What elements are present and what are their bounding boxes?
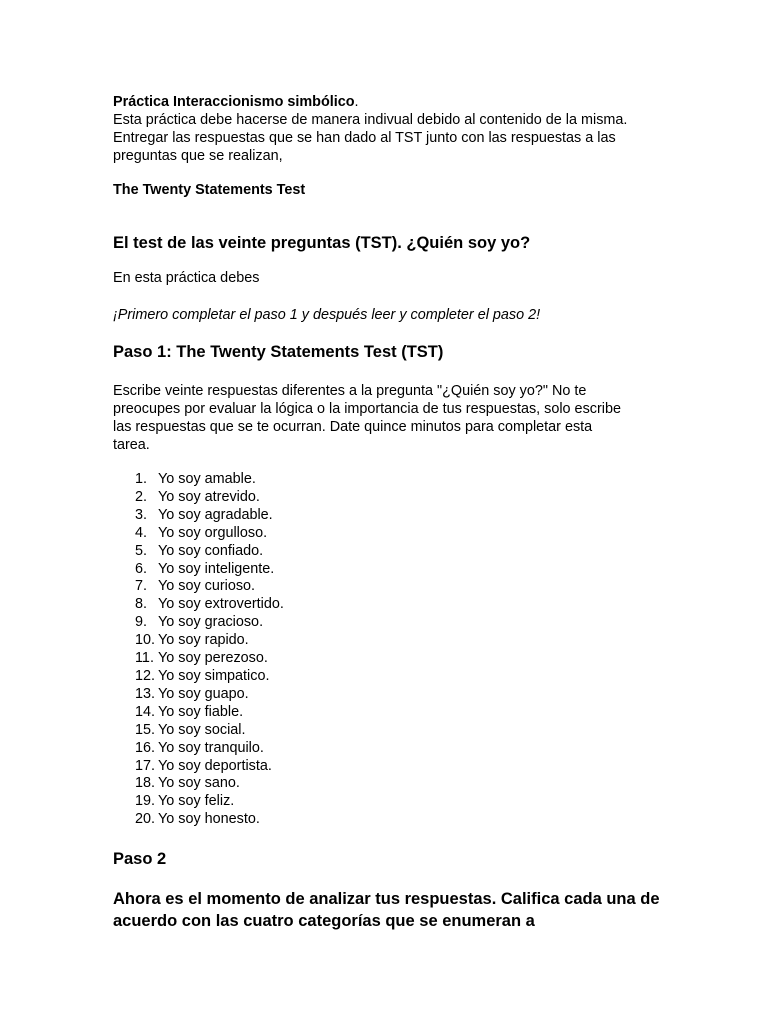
item-text: Yo soy perezoso. — [158, 650, 268, 667]
item-number: 3. — [135, 506, 148, 523]
tst-title: The Twenty Statements Test — [113, 182, 306, 198]
item-number: 6. — [135, 560, 148, 577]
list-item — [113, 704, 673, 722]
item-text: Yo soy social. — [158, 721, 246, 738]
practice-title-period: . — [354, 94, 359, 110]
item-text: Yo soy honesto. — [158, 811, 260, 828]
list-item — [113, 668, 673, 686]
question-heading: El test de las veinte preguntas (TST). ¿Quién soy yo? — [113, 234, 531, 252]
item-number: 5. — [135, 542, 148, 559]
item-text: Yo soy atrevido. — [158, 488, 260, 505]
item-text: Yo soy sano. — [158, 775, 240, 792]
item-number: 18. — [135, 775, 156, 792]
intro-line-1: Esta práctica debe hacerse de manera indivual debido al contenido de la misma. — [113, 112, 628, 128]
item-text: Yo soy rapido. — [158, 632, 249, 649]
item-number: 9. — [135, 614, 148, 631]
list-item — [113, 722, 673, 740]
list-item — [113, 596, 673, 614]
item-number: 8. — [135, 596, 148, 613]
paso1-heading: Paso 1: The Twenty Statements Test (TST) — [113, 343, 444, 361]
document-page — [113, 93, 673, 932]
practice-title: Práctica Interaccionismo simbólico — [113, 94, 355, 110]
item-text: Yo soy guapo. — [158, 685, 249, 702]
list-item — [113, 543, 673, 561]
paso2-text: Ahora es el momento de analizar tus respuestas. Califica cada una de acuerdo con las cuatro categorías que se enumeran a — [113, 890, 660, 931]
item-number: 14. — [135, 703, 156, 720]
item-number: 13. — [135, 685, 156, 702]
item-number: 2. — [135, 488, 148, 505]
list-item — [113, 632, 673, 650]
item-text: Yo soy deportista. — [158, 757, 272, 774]
list-item — [113, 775, 673, 793]
list-item — [113, 793, 673, 811]
item-text: Yo soy gracioso. — [158, 614, 264, 631]
list-item — [113, 686, 673, 704]
item-text: Yo soy fiable. — [158, 703, 244, 720]
intro-line-2: Entregar las respuestas que se han dado al TST junto con las respuestas a las — [113, 130, 616, 146]
list-item — [113, 525, 673, 543]
answers-list — [113, 471, 673, 829]
list-item — [113, 578, 673, 596]
item-number: 1. — [135, 471, 148, 487]
item-number: 20. — [135, 811, 156, 828]
paso1-instructions — [113, 382, 673, 454]
list-item — [113, 507, 673, 525]
list-item — [113, 758, 673, 776]
intro-title-line — [113, 93, 673, 111]
list-item — [113, 471, 673, 489]
item-text: Yo soy extrovertido. — [158, 596, 284, 613]
primero-instruction: ¡Primero completar el paso 1 y después leer y completer el paso 2! — [113, 307, 541, 323]
paso2-heading: Paso 2 — [113, 850, 167, 869]
item-text: Yo soy inteligente. — [158, 560, 275, 577]
list-item — [113, 650, 673, 668]
paso1-line-2: preocupes por evaluar la lógica o la importancia de tus respuestas, solo escribe — [113, 401, 621, 417]
paso1-line-4: tarea. — [113, 437, 150, 453]
paso1-line-1: Escribe veinte respuestas diferentes a la pregunta "¿Quién soy yo?" No te — [113, 383, 587, 399]
item-number: 7. — [135, 578, 148, 595]
item-number: 19. — [135, 793, 156, 810]
item-number: 17. — [135, 757, 156, 774]
item-text: Yo soy simpatico. — [158, 667, 270, 684]
item-number: 15. — [135, 721, 156, 738]
item-text: Yo soy confiado. — [158, 542, 264, 559]
list-item — [113, 489, 673, 507]
item-number: 16. — [135, 739, 156, 756]
item-text: Yo soy orgulloso. — [158, 524, 268, 541]
item-number: 10. — [135, 632, 156, 649]
item-number: 11. — [135, 650, 154, 667]
item-text: Yo soy agradable. — [158, 506, 273, 523]
item-text: Yo soy tranquilo. — [158, 739, 264, 756]
item-text: Yo soy curioso. — [158, 578, 256, 595]
list-item — [113, 614, 673, 632]
esta-practica-text: En esta práctica debes — [113, 270, 260, 286]
item-number: 4. — [135, 524, 148, 541]
item-text: Yo soy feliz. — [158, 793, 235, 810]
paso1-line-3: las respuestas que se te ocurran. Date quince minutos para completar esta — [113, 419, 593, 435]
list-item — [113, 740, 673, 758]
list-item — [113, 811, 673, 829]
intro-line-3: preguntas que se realizan, — [113, 148, 283, 164]
item-text: Yo soy amable. — [158, 471, 256, 487]
item-number: 12. — [135, 667, 156, 684]
list-item — [113, 561, 673, 579]
